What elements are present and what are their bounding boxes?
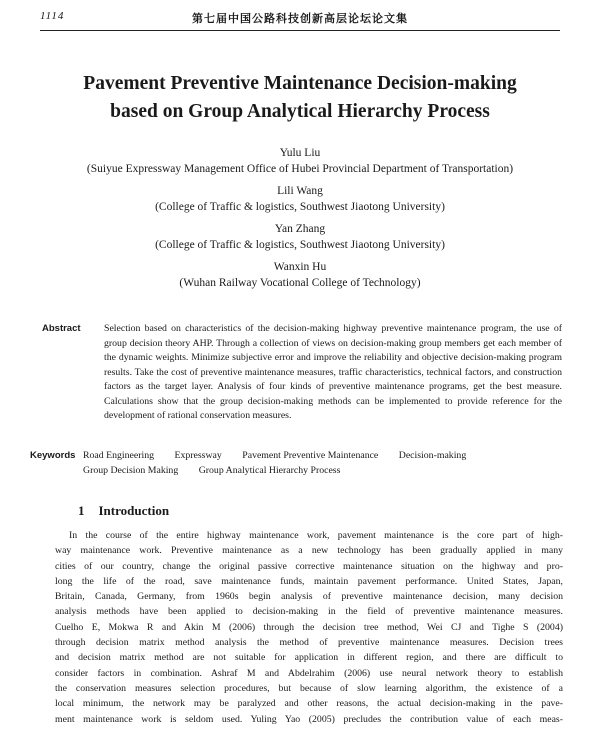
author-name: Yulu Liu — [279, 147, 321, 159]
keyword-item: Group Decision Making — [83, 465, 179, 476]
body-text — [55, 528, 563, 727]
body-line: and decision matrix method are not suitable for application in different region, and there are difficult to — [55, 652, 563, 664]
author-block — [40, 145, 560, 297]
author-affiliation: (College of Traffic & logistics, Southwest Jiaotong University) — [155, 239, 445, 251]
abstract-text: Selection based on characteristics of the decision-making highway preventive maintenance program, the use of group decision theory AHP. Through a collection of views on decision-making group members get each member of the dynamic weights. Minimize subjective error and improve the reliability and objective decision-making program results. Take the cost of preventive maintenance measures, traffic characteristics, technical factors, and construction factors as the target layer. Analysis of four kinds of preventive maintenance programs, get the best measure. Calculations show that the group decision-making methods can be implemented to provide reference for the development of rational conservation measures. — [104, 323, 562, 421]
title-line-1: Pavement Preventive Maintenance Decision-making — [83, 73, 517, 94]
body-line: long the life of the road, save maintenance funds, maintain pavement performance. United States, Japan, — [55, 575, 563, 587]
body-line: local minimum, the network may be paralyzed and other reasons, the actual decision-making in the pave- — [55, 698, 563, 710]
keywords-label: Keywords — [30, 450, 76, 461]
keyword-item: Pavement Preventive Maintenance — [242, 450, 379, 461]
author-affiliation: (Suiyue Expressway Management Office of Hubei Provincial Department of Transportation) — [86, 163, 514, 175]
keyword-list — [83, 448, 562, 478]
keyword-item: Expressway — [174, 450, 222, 461]
keywords — [30, 448, 562, 478]
page-number: 1114 — [40, 10, 65, 22]
author-name: Yan Zhang — [274, 223, 326, 235]
author-name: Lili Wang — [277, 185, 323, 197]
keyword-item: Decision-making — [398, 450, 467, 461]
keyword-item: Road Engineering — [83, 450, 155, 461]
paper-title — [40, 70, 560, 126]
title-line-2: based on Group Analytical Hierarchy Process — [110, 101, 490, 122]
journal-title: 第七届中国公路科技创新高层论坛论文集 — [192, 13, 408, 25]
body-line: Cuelho E, Mokwa R and Akin M (2006) through the decision tree method, Wei CJ and Tighe S (2004) — [55, 621, 563, 633]
body-line: consider factors in combination. Ashraf M and Abdelrahim (2006) use neural network theory to establish — [55, 667, 563, 679]
running-header — [40, 8, 560, 31]
author-affiliation: (College of Traffic & logistics, Southwest Jiaotong University) — [155, 201, 445, 213]
body-line: In the course of the entire highway maintenance work, pavement maintenance is the core part of high- — [69, 530, 563, 541]
abstract-label: Abstract — [42, 323, 81, 334]
section-heading — [78, 503, 169, 519]
body-line: way maintenance work. Preventive maintenance as a new technology has been gradually applied in many — [55, 545, 563, 557]
body-line: the conservation measures selection procedures, but because of slow learning algorithm, the existence of a — [55, 682, 563, 694]
author-name: Wanxin Hu — [273, 261, 327, 273]
body-line: cities of our country, change the original passive corrective maintenance situation on the highway and pro- — [55, 560, 563, 572]
abstract — [42, 322, 562, 424]
section-title: Introduction — [98, 503, 170, 518]
author-affiliation: (Wuhan Railway Vocational College of Technology) — [179, 277, 421, 289]
keyword-item: Group Analytical Hierarchy Process — [198, 465, 341, 476]
body-line: ment maintenance work is seldom used. Yuling Yao (2005) precludes the contribution value of each meas- — [55, 713, 563, 725]
section-number: 1 — [78, 503, 85, 518]
body-line: Britain, Canada, Germany, from 1960s begin analysis of preventive maintenance decision, many decision — [55, 591, 563, 603]
body-line: through decision matrix method analysis the method of preventive maintenance measures. Decision trees — [55, 637, 563, 649]
body-line: analysis methods have been applied to decision-making in the field of preventive maintenance measures. — [55, 606, 563, 618]
